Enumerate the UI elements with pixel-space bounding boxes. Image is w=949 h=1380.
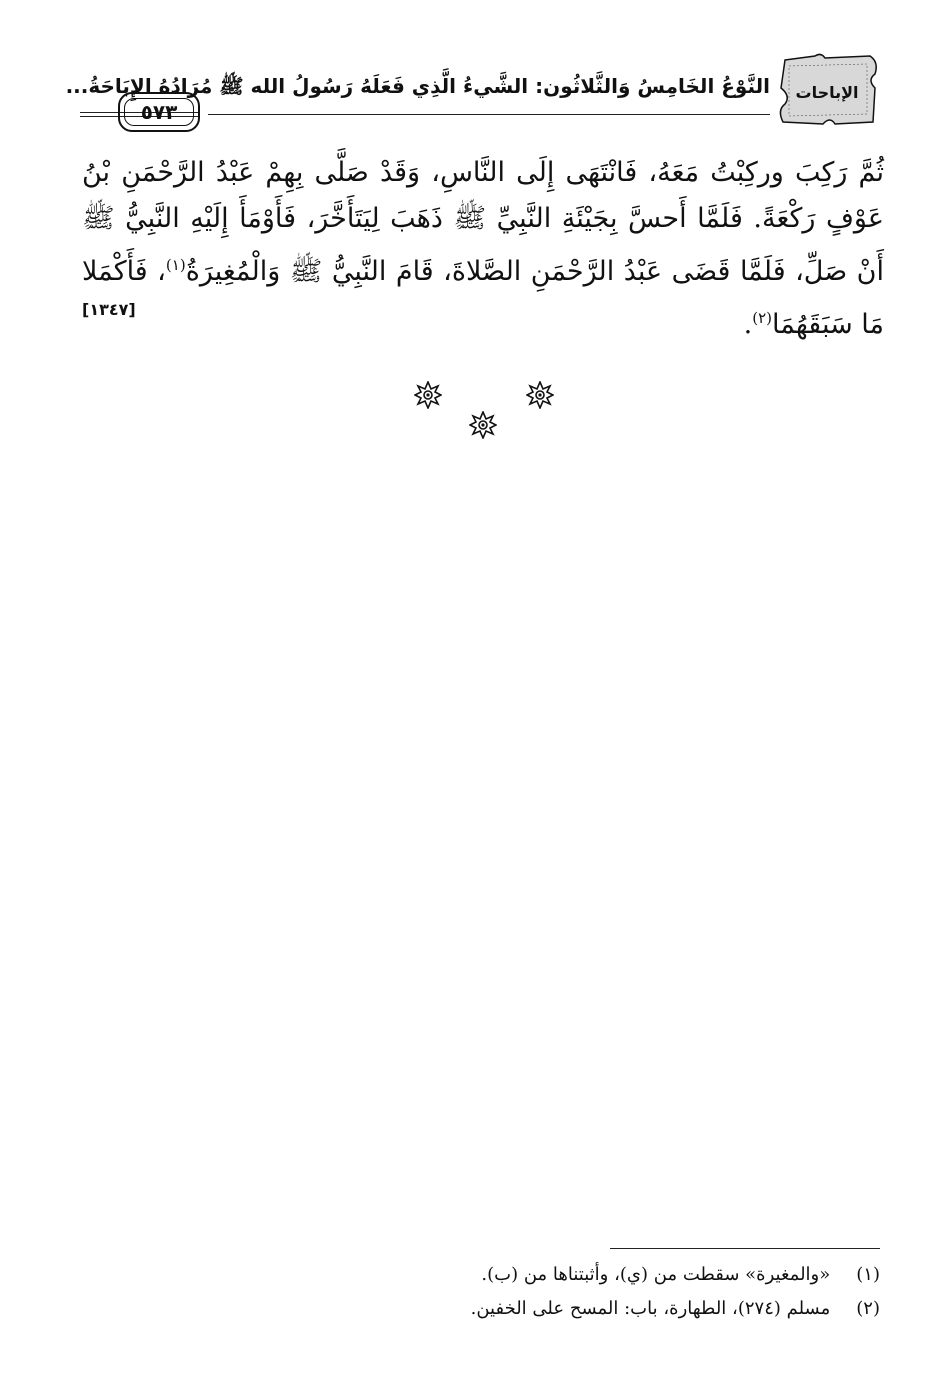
hadith-text-continued: ، فَأَكْمَلا مَا سَبَقَهُمَا [82, 256, 884, 340]
flower-ornament-icon [414, 381, 442, 409]
hadith-text: ثُمَّ رَكِبَ وركِبْتُ مَعَهُ، فَانْتَهَى إِلَى النَّاسِ، وَقَدْ صَلَّى بِهِمْ عَبْدُ الرَّحْمَنِ بْنُ عَوْفٍ رَكْعَةً. فَلَمَّا أَحسَّ بِجَيْئَةِ النَّبِيِّ ﷺ ذَهَبَ لِيَتَأَخَّرَ، فَأَوْمَأَ إِلَيْهِ النَّبِيُّ ﷺ أَنْ صَلِّ، فَلَمَّا قَضَى عَبْدُ الرَّحْمَنِ الصَّلاةَ، قَامَ النَّبِيُّ ﷺ وَالْمُغِيرَةُ [82, 157, 884, 287]
flower-ornament-icon [526, 381, 554, 409]
footnote-marker-2[interactable]: (٢) [752, 309, 773, 327]
footnote-2 [300, 1292, 880, 1326]
hadith-paragraph [82, 150, 884, 348]
flower-ornament-icon [469, 411, 497, 439]
page-number-frame [118, 92, 200, 132]
header-rule [208, 114, 770, 115]
page-header [65, 52, 880, 132]
running-title: النَّوْعُ الخَامِسُ وَالثَّلاثُون: الشَّيءُ الَّذِي فَعَلَهُ رَسُولُ الله ﷺ مُرَادُهُ الإِبَاحَةُ... [65, 74, 770, 98]
footnote-text: «والمغيرة» سقطت من (ي)، وأثبتناها من (ب). [481, 1264, 831, 1285]
badge-text: الإباحات [795, 83, 859, 102]
footnote-1 [300, 1258, 880, 1292]
hadith-text-end: . [743, 309, 753, 340]
footnote-separator [610, 1248, 880, 1249]
footnote-number: (٢) [856, 1298, 880, 1319]
page-number: ٥٧٣ [124, 98, 194, 126]
footnote-number: (١) [856, 1264, 880, 1285]
section-badge-icon [775, 52, 880, 127]
main-text [82, 150, 884, 348]
hadith-number: [١٣٤٧] [82, 300, 136, 319]
footnote-text: مسلم (٢٧٤)، الطهارة، باب: المسح على الخفين. [470, 1298, 831, 1319]
footnote-marker-1[interactable]: (١) [165, 256, 186, 274]
footnotes [300, 1258, 880, 1326]
